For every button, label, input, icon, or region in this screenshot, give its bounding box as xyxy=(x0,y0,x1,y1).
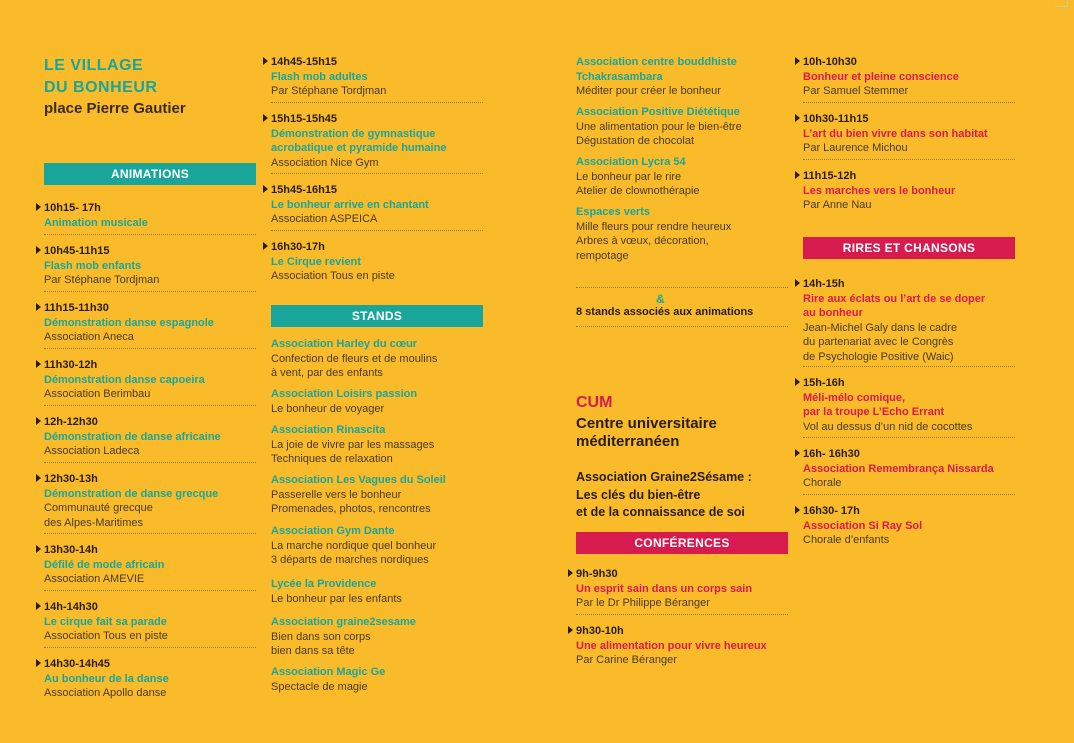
separator xyxy=(44,234,256,235)
item-name: Démonstration danse espagnole xyxy=(44,316,214,329)
graine-line-3: et de la connaissance de soi xyxy=(576,505,745,519)
arrow-icon xyxy=(263,114,268,122)
item-time: 9h30-10h xyxy=(576,625,624,637)
stand-item xyxy=(576,155,791,199)
item-time: 14h30-14h45 xyxy=(44,658,111,670)
title-line-2: DU BONHEUR xyxy=(44,79,158,96)
schedule-item xyxy=(44,244,259,288)
stand-detail: Le bonheur de voyager xyxy=(271,402,385,415)
item-time: 16h30- 17h xyxy=(803,505,860,517)
item-time: 10h-10h30 xyxy=(803,56,857,68)
arrow-icon xyxy=(568,569,573,577)
item-name: Les marches vers le bonheur xyxy=(803,184,956,197)
item-name: Association Remembrança Nissarda xyxy=(803,462,994,475)
item-name: Le Cirque revient xyxy=(271,255,361,268)
stand-name: Association Loisirs passion xyxy=(271,388,418,400)
item-time: 12h-12h30 xyxy=(44,416,98,428)
item-time: 10h15- 17h xyxy=(44,202,101,214)
item-time: 10h30-11h15 xyxy=(803,113,869,125)
item-time: 15h15-15h45 xyxy=(271,113,338,125)
stands-note: 8 stands associés aux animations xyxy=(576,306,754,318)
separator xyxy=(44,348,256,349)
item-detail: Par Laurence Michou xyxy=(803,142,908,154)
item-name-line-2: au bonheur xyxy=(803,307,863,319)
cum-name-line-2: méditerranéen xyxy=(576,433,680,450)
schedule-item xyxy=(576,567,791,611)
item-name: Animation musicale xyxy=(44,216,148,229)
item-name: Démonstration de danse africaine xyxy=(44,430,221,443)
stand-detail: Une alimentation pour le bien-être xyxy=(576,120,742,133)
stand-detail: Arbres à vœux, décoration, xyxy=(576,235,709,247)
schedule-item xyxy=(803,447,1018,491)
separator xyxy=(576,326,788,327)
item-detail: Association AMEVIE xyxy=(44,573,145,585)
arrow-icon xyxy=(795,378,800,386)
graine-line-2: Les clés du bien-être xyxy=(576,487,701,502)
item-detail: Association ASPEICA xyxy=(271,213,378,225)
stand-item xyxy=(576,105,791,149)
stand-detail: Techniques de relaxation xyxy=(271,453,393,465)
stand-detail: La marche nordique quel bonheur xyxy=(271,539,437,552)
item-name: Association Si Ray Sol xyxy=(803,519,923,532)
arrow-icon xyxy=(36,659,41,667)
separator xyxy=(271,173,483,174)
item-time: 10h45-11h15 xyxy=(44,245,110,257)
rires-header: RIRES ET CHANSONS xyxy=(803,237,1015,259)
stand-detail: Bien dans son corps xyxy=(271,630,371,643)
item-detail-line-2: des Alpes-Maritimes xyxy=(44,516,144,529)
item-name: Méli-mélo comique, xyxy=(803,391,906,404)
item-detail: Par Samuel Stemmer xyxy=(803,85,909,97)
separator xyxy=(576,614,788,615)
stand-detail: Dégustation de chocolat xyxy=(576,135,695,147)
stand-name: Association graine2sesame xyxy=(271,616,416,628)
schedule-item xyxy=(44,301,259,345)
item-name: Rire aux éclats ou l’art de se doper xyxy=(803,292,986,305)
stand-item xyxy=(271,577,486,606)
stand-detail: rempotage xyxy=(576,249,629,262)
schedule-item xyxy=(44,201,259,230)
item-detail: Association Tous en piste xyxy=(271,270,395,282)
item-name: Flash mob adultes xyxy=(271,70,368,83)
graine2sesame-block xyxy=(576,469,752,522)
item-time: 14h-14h30 xyxy=(44,601,98,613)
schedule-item xyxy=(44,415,259,459)
stand-name: Lycée la Providence xyxy=(271,578,377,590)
stand-detail: 3 départs de marches nordiques xyxy=(271,554,429,566)
arrow-icon xyxy=(795,57,800,65)
item-detail: Association Apollo danse xyxy=(44,687,167,699)
schedule-item xyxy=(271,240,486,284)
item-detail: du partenariat avec le Congrès xyxy=(803,336,954,348)
arrow-icon xyxy=(36,360,41,368)
stand-name: Association Les Vagues du Soleil xyxy=(271,474,446,486)
place-label: place Pierre Gautier xyxy=(44,100,186,117)
stand-name: Association Gym Dante xyxy=(271,525,395,537)
arrow-icon xyxy=(263,57,268,65)
schedule-item xyxy=(576,624,791,668)
item-detail: Association Tous en piste xyxy=(44,630,168,642)
separator xyxy=(271,102,483,103)
item-detail: Par Stéphane Tordjman xyxy=(44,274,160,286)
item-name: Démonstration danse capoeira xyxy=(44,373,205,386)
item-detail: Communauté grecque xyxy=(44,502,153,514)
item-name: Démonstration de gymnastique xyxy=(271,127,436,140)
stand-item xyxy=(271,524,486,568)
arrow-icon xyxy=(36,203,41,211)
item-detail: Vol au dessus d’un nid de cocottes xyxy=(803,420,973,433)
stands-header: STANDS xyxy=(271,305,483,327)
separator xyxy=(44,291,256,292)
stand-detail: à vent, par des enfants xyxy=(271,367,383,379)
graine-line-1: Association Graine2Sésame : xyxy=(576,470,752,484)
separator xyxy=(44,647,256,648)
arrow-icon xyxy=(795,171,800,179)
schedule-item xyxy=(803,112,1018,156)
arrow-icon xyxy=(263,242,268,250)
item-detail: Par Anne Nau xyxy=(803,199,872,211)
item-name: L’art du bien vivre dans son habitat xyxy=(803,127,988,140)
item-detail: Par Carine Béranger xyxy=(576,654,677,666)
item-time: 11h15-11h30 xyxy=(44,302,109,314)
stand-detail: Le bonheur par le rire xyxy=(576,170,682,183)
arrow-icon xyxy=(36,303,41,311)
item-name-line-2: par la troupe L’Echo Errant xyxy=(803,406,945,418)
item-time: 14h45-15h15 xyxy=(271,56,338,68)
schedule-item xyxy=(803,169,1018,213)
stand-detail: bien dans sa tête xyxy=(271,645,355,657)
arrow-icon xyxy=(36,545,41,553)
arrow-icon xyxy=(795,506,800,514)
separator xyxy=(803,494,1015,495)
separator xyxy=(44,590,256,591)
stand-name: Association Positive Diététique xyxy=(576,106,740,118)
item-detail: Jean-Michel Galy dans le cadre xyxy=(803,321,958,334)
separator xyxy=(576,287,788,288)
schedule-item xyxy=(271,112,486,170)
item-time: 14h-15h xyxy=(803,278,845,290)
schedule-item xyxy=(44,358,259,402)
item-time: 16h- 16h30 xyxy=(803,448,860,460)
separator xyxy=(803,366,1015,367)
item-detail: Chorale d’enfants xyxy=(803,534,890,546)
stand-item xyxy=(271,615,486,659)
stand-item xyxy=(271,665,486,694)
stand-detail: Promenades, photos, rencontres xyxy=(271,503,431,515)
stand-item xyxy=(271,387,486,416)
arrow-icon xyxy=(795,114,800,122)
schedule-item xyxy=(271,183,486,227)
cum-name-line-1: Centre universitaire xyxy=(576,415,717,432)
item-time: 12h30-13h xyxy=(44,473,98,485)
page-title xyxy=(44,55,157,99)
arrow-icon xyxy=(36,474,41,482)
item-name: Défilé de mode africain xyxy=(44,558,165,571)
item-name-line-2: acrobatique et pyramide humaine xyxy=(271,142,447,154)
ampersand: & xyxy=(656,292,665,306)
arrow-icon xyxy=(263,185,268,193)
separator xyxy=(44,405,256,406)
schedule-item xyxy=(271,55,486,99)
arrow-icon xyxy=(36,417,41,425)
title-line-1: LE VILLAGE xyxy=(44,57,144,74)
separator xyxy=(44,533,256,534)
arrow-icon xyxy=(36,246,41,254)
cum-name xyxy=(576,415,717,451)
stand-item xyxy=(271,337,486,381)
item-name: Bonheur et pleine conscience xyxy=(803,70,959,83)
item-time: 11h30-12h xyxy=(44,359,98,371)
item-name: Une alimentation pour vivre heureux xyxy=(576,639,767,652)
item-name: Le bonheur arrive en chantant xyxy=(271,198,429,211)
stand-detail: Confection de fleurs et de moulins xyxy=(271,352,438,365)
stand-detail: Méditer pour créer le bonheur xyxy=(576,85,721,97)
separator xyxy=(803,437,1015,438)
stand-item xyxy=(576,55,791,99)
arrow-icon xyxy=(795,449,800,457)
cum-acronym: CUM xyxy=(576,394,613,411)
stand-detail: Le bonheur par les enfants xyxy=(271,592,402,605)
item-detail: Association Berimbau xyxy=(44,388,151,400)
stand-detail: Spectacle de magie xyxy=(271,680,368,693)
item-detail: Association Aneca xyxy=(44,331,134,343)
stand-name-line-2: Tchakrasambara xyxy=(576,70,663,83)
item-time: 9h-9h30 xyxy=(576,568,618,580)
schedule-item xyxy=(803,504,1018,548)
item-detail: Par Stéphane Tordjman xyxy=(271,85,387,97)
schedule-item xyxy=(44,657,259,701)
stand-detail: Passerelle vers le bonheur xyxy=(271,488,402,501)
item-detail: Association Ladeca xyxy=(44,445,140,457)
arrow-icon xyxy=(795,279,800,287)
stand-name: Espaces verts xyxy=(576,206,650,218)
item-time: 16h30-17h xyxy=(271,241,325,253)
item-detail: Par le Dr Philippe Béranger xyxy=(576,597,710,609)
stand-name: Association Harley du cœur xyxy=(271,338,418,350)
schedule-item xyxy=(803,277,1018,364)
item-time: 15h45-16h15 xyxy=(271,184,338,196)
stand-detail: Atelier de clownothérapie xyxy=(576,185,700,197)
item-name: Le cirque fait sa parade xyxy=(44,615,167,628)
arrow-icon xyxy=(568,626,573,634)
stand-item xyxy=(576,205,791,263)
schedule-item xyxy=(803,376,1018,434)
item-time: 15h-16h xyxy=(803,377,845,389)
separator xyxy=(271,230,483,231)
stand-detail: La joie de vivre par les massages xyxy=(271,438,435,451)
stand-name: Association Magic Ge xyxy=(271,666,386,678)
schedule-item xyxy=(44,543,259,587)
item-name: Flash mob enfants xyxy=(44,259,142,272)
stand-item xyxy=(271,423,486,467)
stand-name: Association Rinascita xyxy=(271,424,386,436)
stand-item xyxy=(271,473,486,517)
item-detail: Association Nice Gym xyxy=(271,156,379,169)
item-name: Au bonheur de la danse xyxy=(44,672,169,685)
schedule-item xyxy=(803,55,1018,99)
stand-name: Association Lycra 54 xyxy=(576,156,686,168)
schedule-item xyxy=(44,472,259,530)
item-time: 13h30-14h xyxy=(44,544,98,556)
item-time: 11h15-12h xyxy=(803,170,857,182)
separator xyxy=(44,462,256,463)
stand-detail: Mille fleurs pour rendre heureux xyxy=(576,220,732,233)
separator xyxy=(803,159,1015,160)
item-name: Un esprit sain dans un corps sain xyxy=(576,582,753,595)
schedule-item xyxy=(44,600,259,644)
arrow-icon xyxy=(36,602,41,610)
item-name: Démonstration de danse grecque xyxy=(44,487,219,500)
item-detail: Chorale xyxy=(803,477,842,489)
conferences-header: CONFÉRENCES xyxy=(576,532,788,554)
item-detail: de Psychologie Positive (Waic) xyxy=(803,350,954,363)
animations-header: ANIMATIONS xyxy=(44,163,256,185)
separator xyxy=(803,102,1015,103)
crop-mark xyxy=(1055,0,1068,7)
stand-name: Association centre bouddhiste xyxy=(576,56,737,68)
